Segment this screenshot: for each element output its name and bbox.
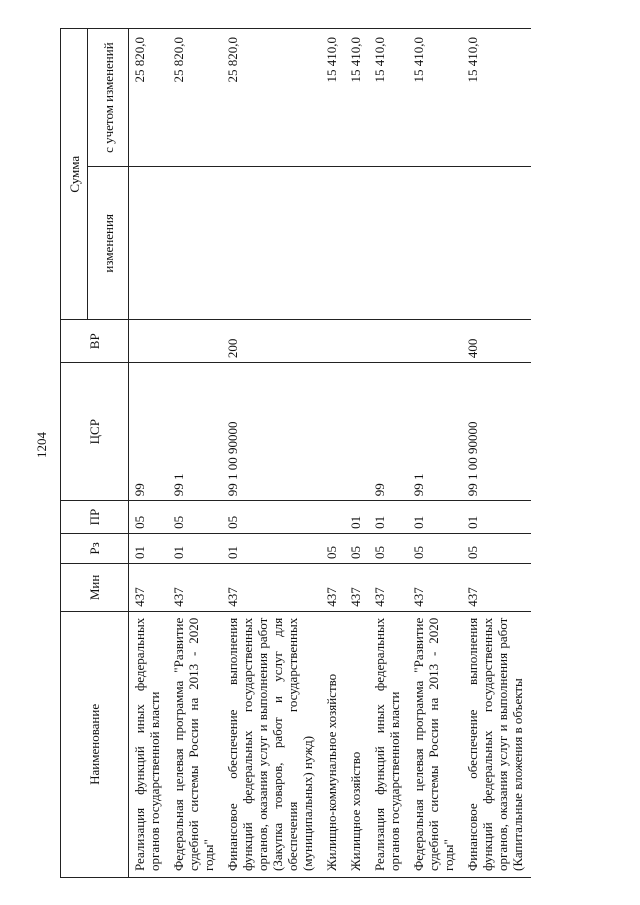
row-name: Реализация функций иных федеральных органов государственной власти [129, 611, 169, 877]
row-pr: 01 [462, 501, 531, 534]
row-min: 437 [408, 564, 462, 612]
row-pr: 05 [222, 501, 321, 534]
row-vr [408, 320, 462, 363]
row-rz: 01 [222, 533, 321, 563]
table-row [462, 29, 531, 878]
row-changes [129, 167, 169, 320]
row-min: 437 [345, 564, 369, 612]
row-changes [408, 167, 462, 320]
row-vr [168, 320, 222, 363]
row-pr: 01 [408, 501, 462, 534]
table-row [168, 29, 222, 878]
row-min: 437 [462, 564, 531, 612]
row-pr: 05 [168, 501, 222, 534]
table-body [129, 29, 532, 878]
row-pr [321, 501, 345, 534]
table-row [345, 29, 369, 878]
row-pr: 01 [345, 501, 369, 534]
row-rz: 01 [129, 533, 169, 563]
header-with-changes: с учетом изменений [88, 29, 129, 167]
page-number [30, 400, 54, 490]
row-min: 437 [321, 564, 345, 612]
row-pr: 01 [369, 501, 408, 534]
header-vr: ВР [61, 320, 129, 363]
page-number-text: 1204 [34, 432, 49, 458]
header-pr: ПР [61, 501, 129, 534]
row-vr [321, 320, 345, 363]
row-name: Жилищно-коммунальное хозяйство [321, 611, 345, 877]
row-vr [129, 320, 169, 363]
row-rz: 05 [321, 533, 345, 563]
table-row [222, 29, 321, 878]
row-csr [345, 363, 369, 501]
row-csr: 99 1 00 90000 [222, 363, 321, 501]
table-header [61, 29, 129, 878]
row-vr [369, 320, 408, 363]
budget-table [60, 28, 531, 878]
row-name: Реализация функций иных федеральных органов государственной власти [369, 611, 408, 877]
row-changes [222, 167, 321, 320]
header-rz: Рз [61, 533, 129, 563]
row-total: 25 820,0 [129, 29, 169, 167]
row-name: Федеральная целевая программа "Развитие судебной системы России на 2013 - 2020 годы" [168, 611, 222, 877]
row-total: 15 410,0 [321, 29, 345, 167]
row-changes [168, 167, 222, 320]
table-row [408, 29, 462, 878]
row-csr: 99 [369, 363, 408, 501]
header-name: Наименование [61, 611, 129, 877]
row-pr: 05 [129, 501, 169, 534]
row-rz: 05 [345, 533, 369, 563]
header-changes: изменения [88, 167, 129, 320]
row-name: Финансовое обеспечение выполнения функций федеральных государственных органов, оказания услуг и выполнения работ (Закупка товаров, работ и услуг для обеспечения государственных (муниципальных) нужд) [222, 611, 321, 877]
table-row [369, 29, 408, 878]
table-row [321, 29, 345, 878]
row-vr: 200 [222, 320, 321, 363]
row-changes [369, 167, 408, 320]
row-vr [345, 320, 369, 363]
row-total: 15 410,0 [345, 29, 369, 167]
row-name: Финансовое обеспечение выполнения функций федеральных государственных органов, оказания услуг и выполнения работ (Капитальные вложения в объекты [462, 611, 531, 877]
row-csr: 99 1 00 90000 [462, 363, 531, 501]
row-csr: 99 [129, 363, 169, 501]
row-rz: 05 [408, 533, 462, 563]
row-min: 437 [222, 564, 321, 612]
row-changes [321, 167, 345, 320]
row-rz: 05 [369, 533, 408, 563]
header-csr: ЦСР [61, 363, 129, 501]
row-min: 437 [129, 564, 169, 612]
row-total: 15 410,0 [408, 29, 462, 167]
row-changes [462, 167, 531, 320]
row-total: 15 410,0 [369, 29, 408, 167]
table-row [129, 29, 169, 878]
header-sum: Сумма [61, 29, 88, 320]
row-total: 15 410,0 [462, 29, 531, 167]
header-min: Мин [61, 564, 129, 612]
row-name: Жилищное хозяйство [345, 611, 369, 877]
row-total: 25 820,0 [222, 29, 321, 167]
row-csr: 99 1 [408, 363, 462, 501]
row-csr: 99 1 [168, 363, 222, 501]
budget-table-sheet [60, 28, 580, 878]
row-min: 437 [369, 564, 408, 612]
row-rz: 05 [462, 533, 531, 563]
row-min: 437 [168, 564, 222, 612]
row-vr: 400 [462, 320, 531, 363]
row-changes [345, 167, 369, 320]
row-total: 25 820,0 [168, 29, 222, 167]
row-rz: 01 [168, 533, 222, 563]
row-csr [321, 363, 345, 501]
row-name: Федеральная целевая программа "Развитие судебной системы России на 2013 - 2020 годы" [408, 611, 462, 877]
